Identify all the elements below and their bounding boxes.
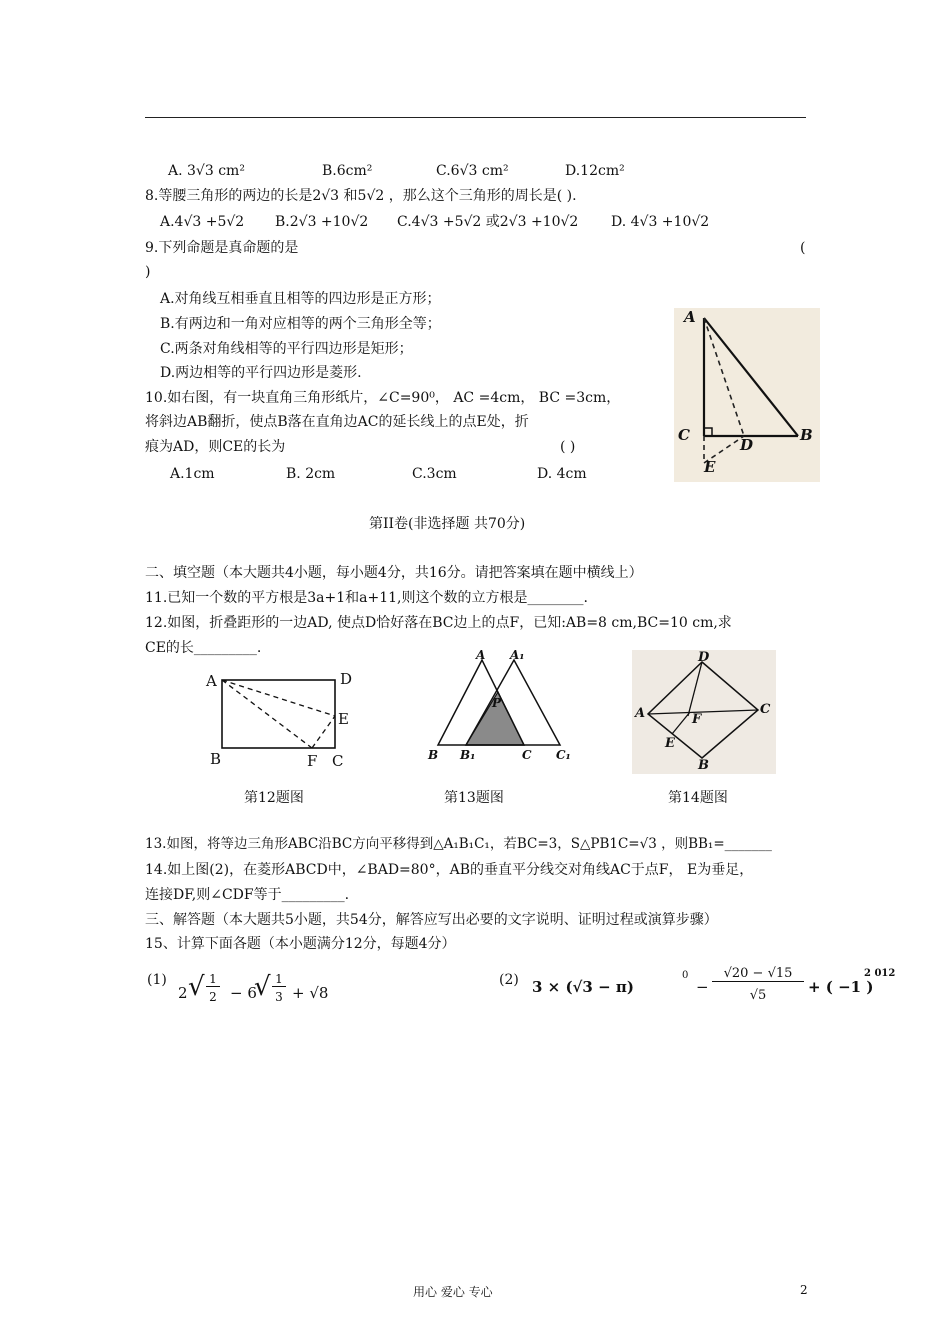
q15-p2-exp0: 0 [682,970,689,981]
part2-title: 第II卷(非选择题 共70分) [369,516,526,532]
q10-paren: ( ) [560,439,576,455]
q9-option-b: B.有两边和一角对应相等的两个三角形全等； [160,316,441,332]
fig13-label-c1: C₁ [556,748,571,762]
fig12-label-a: A [206,672,217,690]
header-rule [145,117,806,118]
q13: 13.如图，将等边三角形ABC沿BC方向平移得到△A₁B₁C₁，若BC=3，S△PB1C=√3 ，则BB₁=_______ [145,836,772,852]
q15-p1-coef1: 2 [178,984,188,1002]
fig14-label-c: C [760,702,771,717]
fig13-label-a: A [476,648,486,662]
q8-option-d: D. 4√3 +10√2 [611,214,710,230]
page-number: 2 [800,1283,808,1297]
q15-p1-num1: 1 [206,972,220,987]
q10-figure [674,308,820,482]
q9-stem: 9.下列命题是真命题的是 [145,240,299,256]
fig13-label-b1: B₁ [460,748,476,762]
fig14-label-e: E [665,736,675,751]
q15-p2-lead: 3 × (√3 − π) [532,978,634,996]
fig13-label-b: B [428,748,439,762]
fig12-label-d: D [340,670,353,688]
q10-line3: 痕为AD，则CE的长为 [145,439,286,455]
fig12-label-e: E [338,710,349,728]
q10-label-a: A [684,308,696,326]
q10-option-c: C.3cm [412,466,457,482]
fig13-label-p: P [492,696,502,710]
fig12-caption: 第12题图 [244,790,304,806]
q15-p2-den: √5 [749,988,767,1003]
q10-line2: 将斜边AB翻折，使点B落在直角边AC的延长线上的点E处，折 [145,414,529,430]
q15-p2-plus: + ( −1 ) [808,978,874,996]
q10-figure-svg [674,308,820,482]
section2-heading: 二、填空题（本大题共4小题，每小题4分，共16分。请把答案填在题中横线上） [145,565,643,581]
q12-line2: CE的长_________. [145,640,262,656]
fig14 [632,650,776,774]
q15-part1-label: (1) [147,972,167,988]
q9-option-a: A.对角线互相垂直且相等的四边形是正方形； [160,291,441,307]
q10-option-d: D. 4cm [537,466,587,482]
q8-option-b: B.2√3 +10√2 [275,214,369,230]
q7-option-d: D.12cm² [565,163,625,179]
fig14-label-a: A [635,706,646,721]
q11: 11.已知一个数的平方根是3a+1和a+11,则这个数的立方根是________. [145,590,588,606]
q7-option-b: B.6cm² [322,163,373,179]
fig14-label-d: D [698,650,710,665]
footer-slogan: 用心 爱心 专心 [413,1285,493,1299]
q15-p2-num: √20 − √15 [712,966,804,982]
q15-p2-exp: 2 012 [864,968,896,979]
q15-p1-radical2: √ [254,972,271,1002]
q15-p1-radical1: √ [188,972,205,1002]
q15-p1-den2: 3 [275,990,283,1004]
q10-option-a: A.1cm [170,466,215,482]
fig14-caption: 第14题图 [668,790,728,806]
q10-label-c: C [678,426,690,444]
q8-option-a: A.4√3 +5√2 [160,214,245,230]
fig13 [424,648,574,770]
q9-option-d: D.两边相等的平行四边形是菱形. [160,365,362,381]
q15-part2-label: (2) [499,972,519,988]
fig14-label-f: F [692,712,702,727]
q10-label-d: D [740,436,754,454]
fig13-caption: 第13题图 [444,790,504,806]
q7-option-a: A. 3√3 cm² [168,163,245,179]
q15-p1-num2: 1 [272,972,286,987]
q7-option-c: C.6√3 cm² [436,163,509,179]
q15-p1-den1: 2 [209,990,217,1004]
q10-line1: 10.如右图，有一块直角三角形纸片，∠C=90⁰， AC =4cm， BC =3cm， [145,390,621,406]
q15-stem: 15、计算下面各题（本小题满分12分，每题4分） [145,936,456,952]
fig14-label-b: B [698,758,709,773]
q10-label-e: E [704,458,716,476]
section3-heading: 三、解答题（本大题共5小题，共54分，解答应写出必要的文字说明、证明过程或演算步骤） [145,912,718,928]
q15-p1-minus: − 6 [230,984,257,1002]
q8-option-c: C.4√3 +5√2 或2√3 +10√2 [397,214,579,230]
q9-paren-open: ( [800,240,806,256]
q9-option-c: C.两条对角线相等的平行四边形是矩形； [160,341,413,357]
fig12 [200,668,360,772]
fig12-label-c: C [332,752,344,770]
q10-option-b: B. 2cm [286,466,336,482]
q8-stem: 8.等腰三角形的两边的长是2√3 和5√2 ，那么这个三角形的周长是( ). [145,188,577,204]
q10-label-b: B [800,426,813,444]
q14-line1: 14.如上图(2)，在菱形ABCD中，∠BAD=80°，AB的垂直平分线交对角线AC于点F， E为垂足， [145,862,754,878]
fig12-label-b: B [210,750,222,768]
q14-line2: 连接DF,则∠CDF等于_________. [145,887,350,903]
q15-p1-plus: + √8 [292,984,329,1002]
q15-p2-minus: − [696,978,709,996]
fig12-label-f: F [307,752,318,770]
fig13-label-c: C [522,748,532,762]
q9-paren-close: ) [145,264,151,280]
q12-line1: 12.如图，折叠距形的一边AD, 使点D恰好落在BC边上的点F，已知:AB=8 cm,BC=10 cm,求 [145,615,732,631]
fig13-label-a1: A₁ [510,648,525,662]
fig14-svg [632,650,776,774]
